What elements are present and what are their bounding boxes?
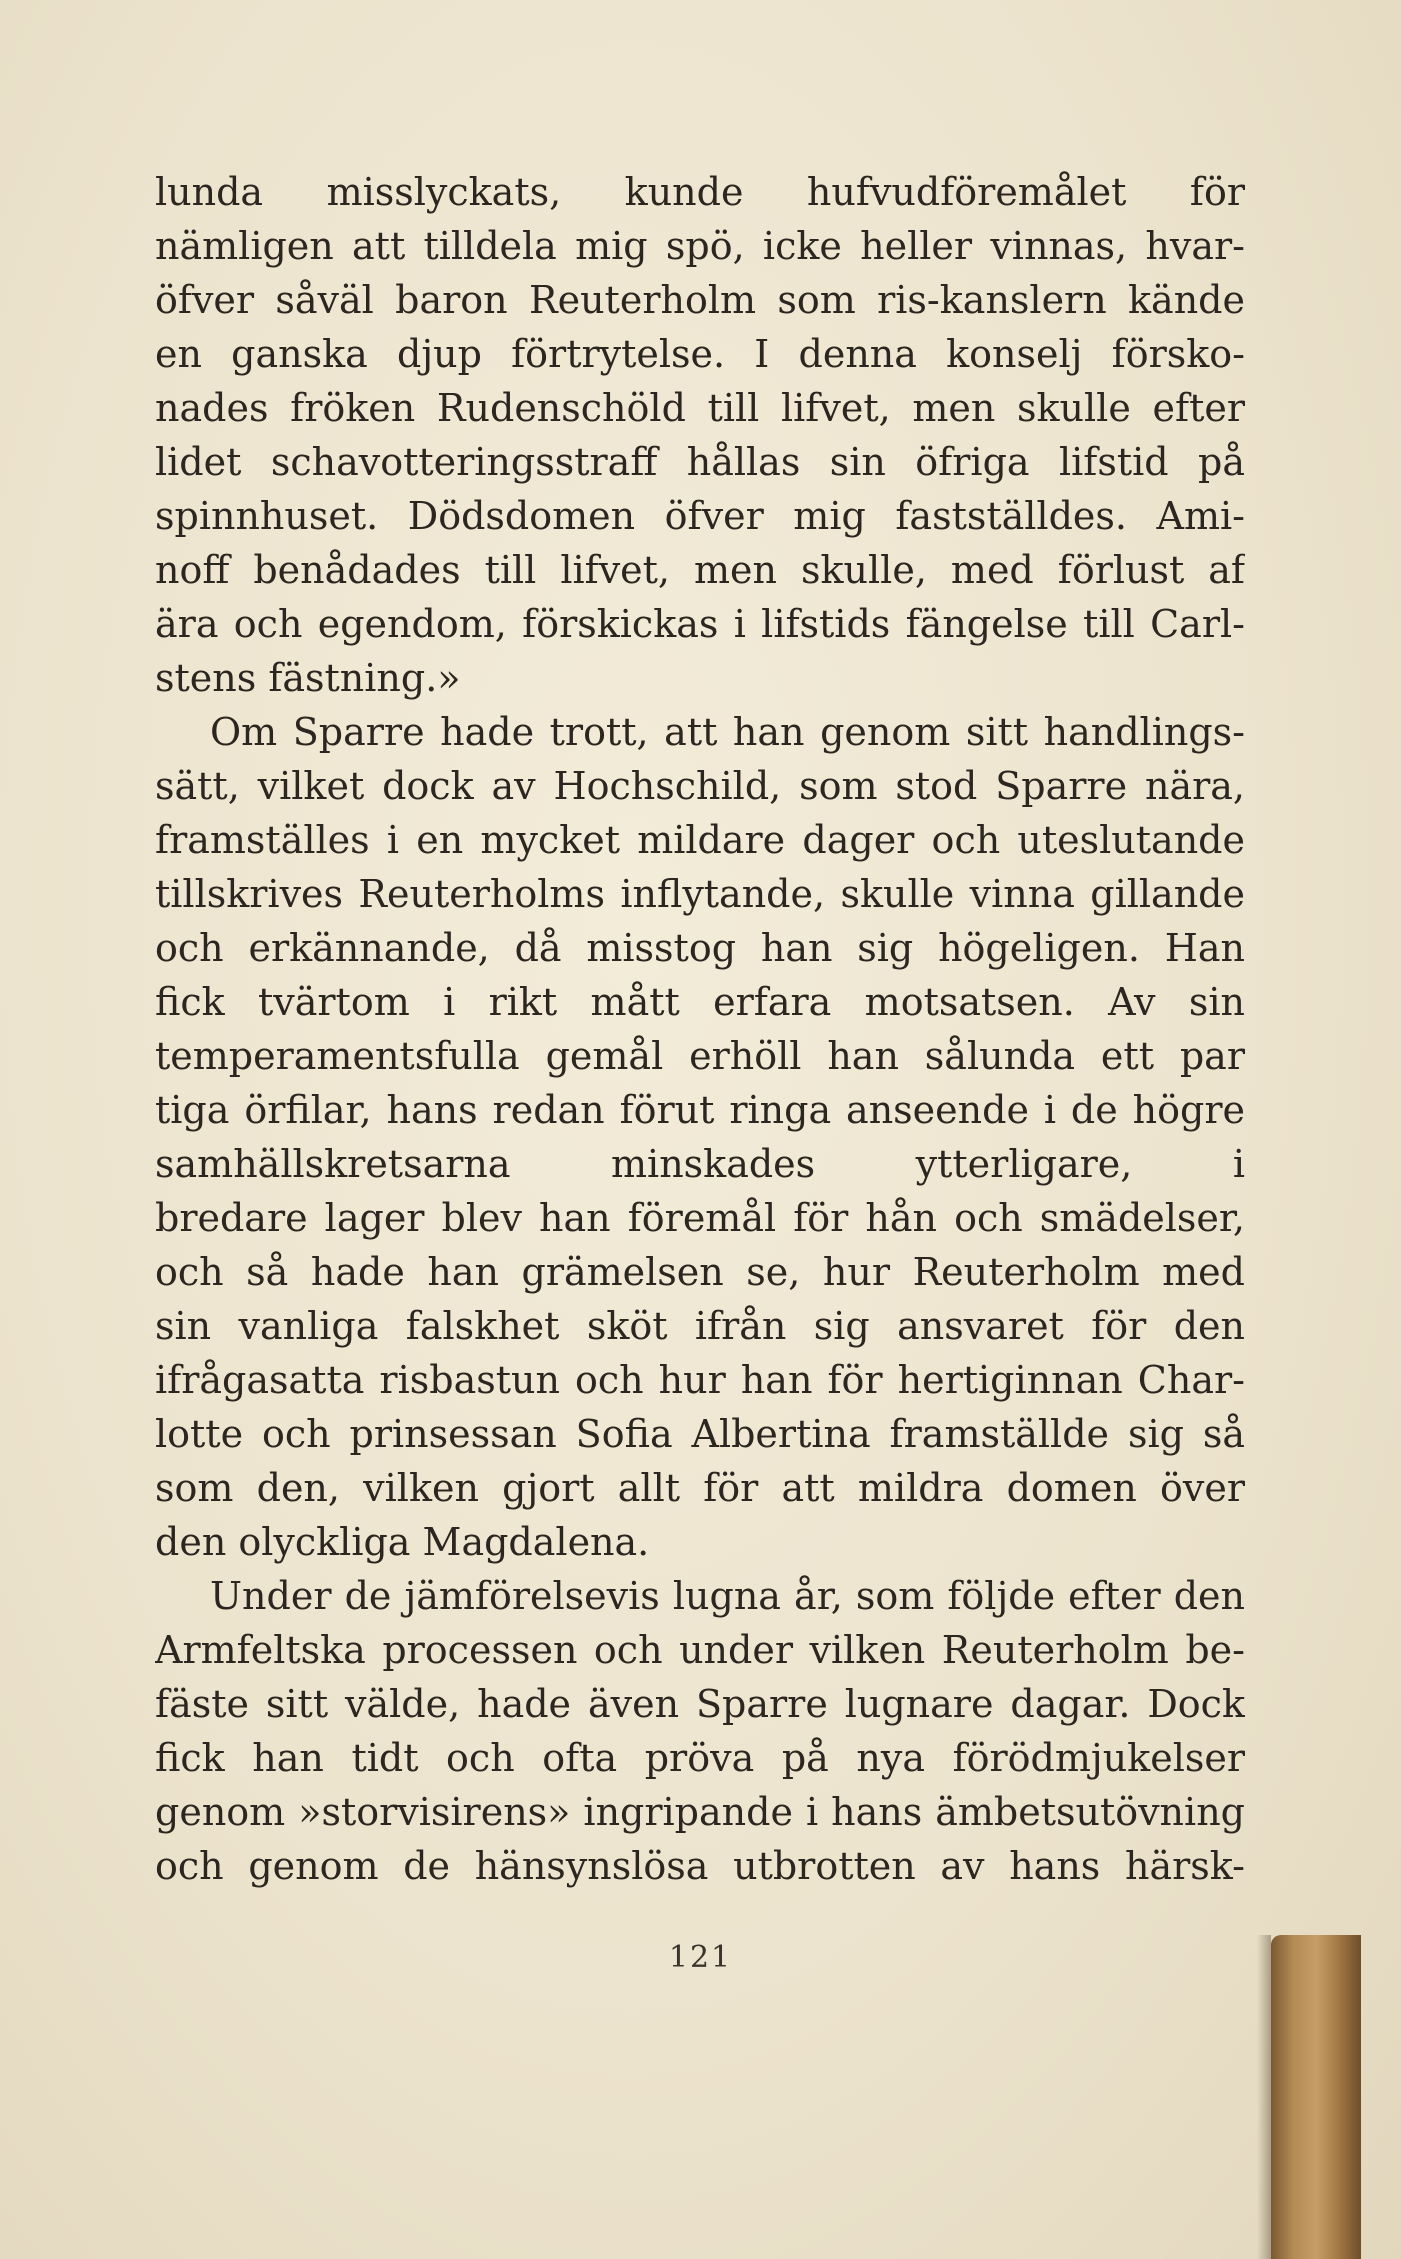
text-line: nades fröken Rudenschöld till lifvet, men skulle efter — [155, 386, 1245, 430]
text-line: fäste sitt välde, hade även Sparre lugnare dagar. Dock — [155, 1682, 1245, 1726]
text-line: ifrågasatta risbastun och hur han för hertiginnan Char- — [155, 1358, 1245, 1402]
text-line: samhällskretsarna minskades ytterligare, i — [155, 1142, 1245, 1186]
text-line: Under de jämförelsevis lugna år, som följde efter den — [210, 1574, 1245, 1618]
wood-edge-shadow — [1257, 1935, 1271, 2259]
text-line: och så hade han grämelsen se, hur Reuterholm med — [155, 1250, 1245, 1294]
text-line: fick han tidt och ofta pröva på nya förödmjukelser — [155, 1736, 1245, 1780]
text-line: lunda misslyckats, kunde hufvudföremålet för — [155, 170, 1245, 214]
wooden-clamp-edge — [1271, 1935, 1361, 2259]
text-line: fick tvärtom i rikt mått erfara motsatsen. Av sin — [155, 980, 1245, 1024]
text-line: öfver såväl baron Reuterholm som ris-kanslern kände — [155, 278, 1245, 322]
text-line: sin vanliga falskhet sköt ifrån sig ansvaret för den — [155, 1304, 1245, 1348]
text-line: Om Sparre hade trott, att han genom sitt handlings- — [210, 710, 1245, 754]
text-line: lidet schavotteringsstraff hållas sin öfriga lifstid på — [155, 440, 1245, 484]
text-line: Armfeltska processen och under vilken Reuterholm be- — [155, 1628, 1245, 1672]
text-line: en ganska djup förtrytelse. I denna konselj försko- — [155, 332, 1245, 376]
text-line: och erkännande, då misstog han sig högeligen. Han — [155, 926, 1245, 970]
text-line: den olyckliga Magdalena. — [155, 1520, 650, 1564]
text-line: stens fästning.» — [155, 656, 461, 700]
text-line: nämligen att tilldela mig spö, icke heller vinnas, hvar- — [155, 224, 1245, 268]
text-line: temperamentsfulla gemål erhöll han sålunda ett par — [155, 1034, 1245, 1078]
text-line: som den, vilken gjort allt för att mildra domen över — [155, 1466, 1245, 1510]
text-line: och genom de hänsynslösa utbrotten av hans härsk- — [155, 1844, 1245, 1888]
text-line: sätt, vilket dock av Hochschild, som stod Sparre nära, — [155, 764, 1245, 808]
page-number: 121 — [668, 1940, 733, 1975]
text-line: tiga örfilar, hans redan förut ringa anseende i de högre — [155, 1088, 1245, 1132]
text-line: ära och egendom, förskickas i lifstids fängelse till Carl- — [155, 602, 1245, 646]
text-line: lotte och prinsessan Sofia Albertina framställde sig så — [155, 1412, 1245, 1456]
text-line: noff benådades till lifvet, men skulle, med förlust af — [155, 548, 1245, 592]
text-line: genom »storvisirens» ingripande i hans ämbetsutövning — [155, 1790, 1245, 1834]
text-line: spinnhuset. Dödsdomen öfver mig fastställdes. Ami- — [155, 494, 1245, 538]
text-line: framställes i en mycket mildare dager och uteslutande — [155, 818, 1245, 862]
body-text — [155, 165, 1245, 1893]
text-line: bredare lager blev han föremål för hån och smädelser, — [155, 1196, 1245, 1240]
text-line: tillskrives Reuterholms inflytande, skulle vinna gillande — [155, 872, 1245, 916]
